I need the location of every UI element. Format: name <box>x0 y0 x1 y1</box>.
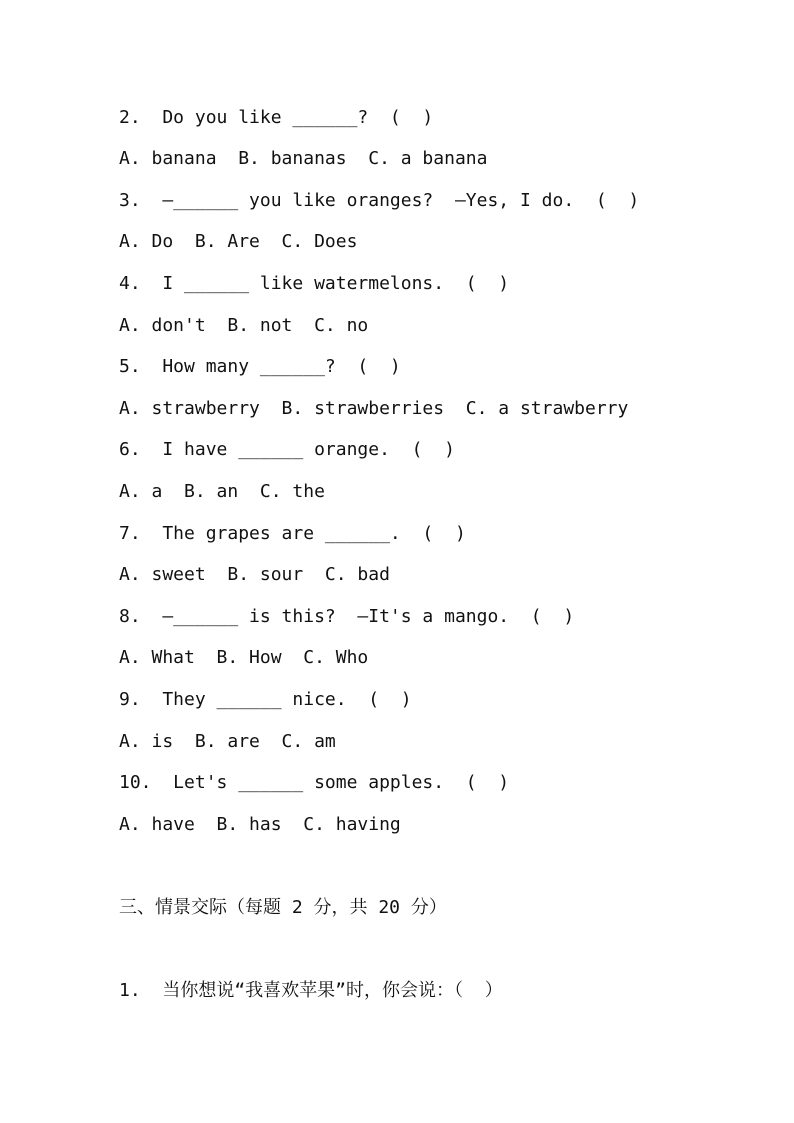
question-9-options: A. is B. are C. am <box>119 731 336 752</box>
question-5-options: A. strawberry B. strawberries C. a strawberry <box>119 398 629 419</box>
question-10-options: A. have B. has C. having <box>119 814 401 835</box>
question-5-stem: 5. How many ______? ( ) <box>119 356 401 377</box>
question-6-options: A. a B. an C. the <box>119 481 325 502</box>
question-7-stem: 7. The grapes are ______. ( ) <box>119 523 466 544</box>
question-8-options: A. What B. How C. Who <box>119 647 369 668</box>
question-8-stem: 8. —______ is this? —It's a mango. ( ) <box>119 606 575 627</box>
question-6-stem: 6. I have ______ orange. ( ) <box>119 439 455 460</box>
section-3-heading: 三、情景交际（每题 2 分，共 20 分） <box>119 897 447 918</box>
question-3-options: A. Do B. Are C. Does <box>119 231 358 252</box>
question-3-stem: 3. —______ you like oranges? —Yes, I do. ( ) <box>119 190 640 211</box>
question-4-stem: 4. I ______ like watermelons. ( ) <box>119 273 510 294</box>
section-3-question-1: 1. 当你想说“我喜欢苹果”时，你会说：（ ） <box>119 980 503 1001</box>
question-4-options: A. don't B. not C. no <box>119 315 369 336</box>
question-2-options: A. banana B. bananas C. a banana <box>119 148 488 169</box>
question-7-options: A. sweet B. sour C. bad <box>119 564 390 585</box>
question-9-stem: 9. They ______ nice. ( ) <box>119 689 412 710</box>
question-2-stem: 2. Do you like ______? ( ) <box>119 107 434 128</box>
question-10-stem: 10. Let's ______ some apples. ( ) <box>119 772 510 793</box>
